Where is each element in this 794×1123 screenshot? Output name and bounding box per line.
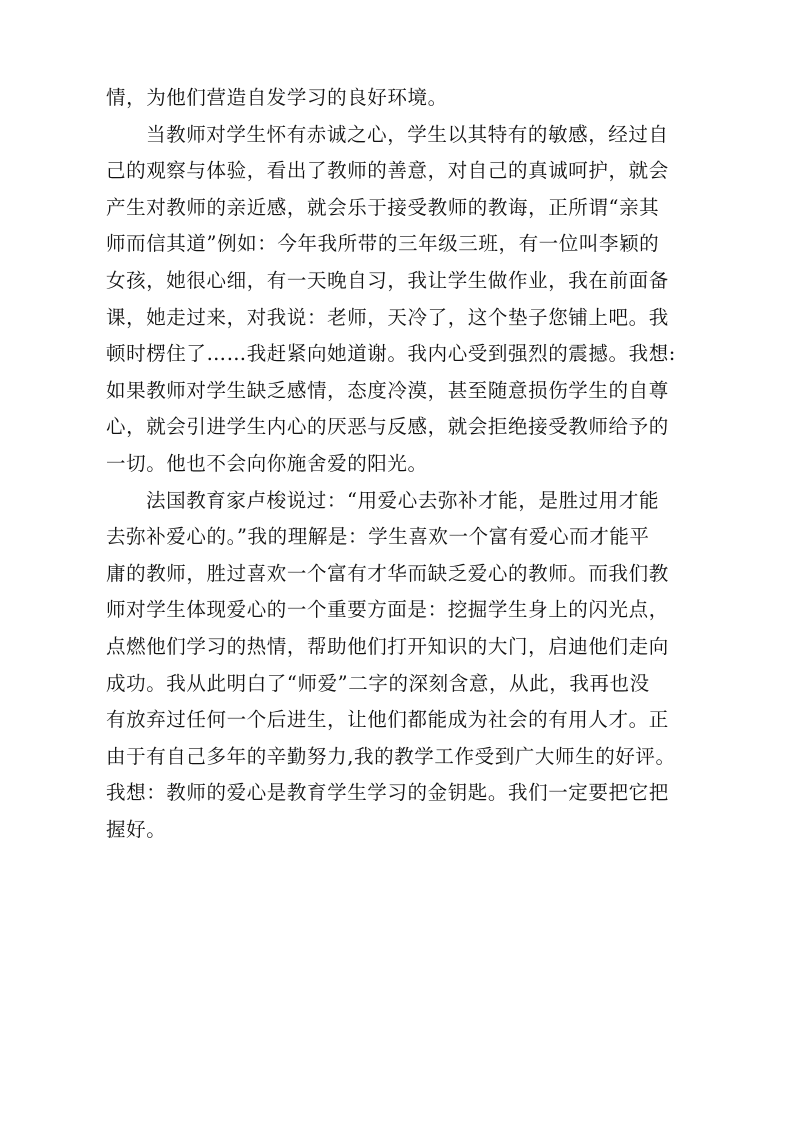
- text-line: 课，她走过来，对我说：老师，天冷了，这个垫子您铺上吧。我: [106, 305, 669, 329]
- text-line: 握好。: [106, 817, 167, 841]
- text-line: 女孩，她很心细，有一天晚自习，我让学生做作业，我在前面备: [106, 268, 669, 292]
- paragraph-2: [106, 117, 702, 483]
- text-line: 心，就会引进学生内心的厌恶与反感，就会拒绝接受教师给予的: [106, 415, 669, 439]
- text-line: 庸的教师，胜过喜欢一个富有才华而缺乏爱心的教师。而我们教: [106, 561, 669, 585]
- text-line: 师而信其道”例如：今年我所带的三年级三班，有一位叫李颖的: [106, 232, 660, 256]
- paragraph-1: [106, 80, 702, 117]
- text-line: 顿时楞住了……我赶紧向她道谢。我内心受到强烈的震撼。我想:: [106, 342, 676, 366]
- text-line: 由于有自己多年的辛勤努力,我的教学工作受到广大师生的好评。: [106, 744, 676, 768]
- text-line: 点燃他们学习的热情，帮助他们打开知识的大门，启迪他们走向: [106, 634, 669, 658]
- text-line: 有放弃过任何一个后进生，让他们都能成为社会的有用人才。正: [106, 708, 669, 732]
- paragraph-3: [106, 483, 702, 849]
- text-line: 去弥补爱心的。”我的理解是：学生喜欢一个富有爱心而才能平: [106, 525, 650, 549]
- text-line: 成功。我从此明白了“师爱”二字的深刻含意，从此，我再也没: [106, 671, 650, 695]
- text-line: 我想：教师的爱心是教育学生学习的金钥匙。我们一定要把它把: [106, 781, 669, 805]
- text-line: 产生对教师的亲近感，就会乐于接受教师的教诲，正所谓“亲其: [106, 195, 660, 219]
- text-line: 师对学生体现爱心的一个重要方面是：挖掘学生身上的闪光点，: [106, 598, 669, 622]
- text-line: 法国教育家卢梭说过：“用爱心去弥补才能，是胜过用才能: [146, 488, 660, 512]
- text-line: 己的观察与体验，看出了教师的善意，对自己的真诚呵护，就会: [106, 159, 669, 183]
- text-line: 如果教师对学生缺乏感情，态度冷漠，甚至随意损伤学生的自尊: [106, 378, 669, 402]
- body-text: [106, 80, 702, 848]
- text-line: 情，为他们营造自发学习的良好环境。: [106, 86, 448, 109]
- text-line: 当教师对学生怀有赤诚之心，学生以其特有的敏感，经过自: [146, 122, 669, 146]
- text-line: 一切。他也不会向你施舍爱的阳光。: [106, 451, 428, 475]
